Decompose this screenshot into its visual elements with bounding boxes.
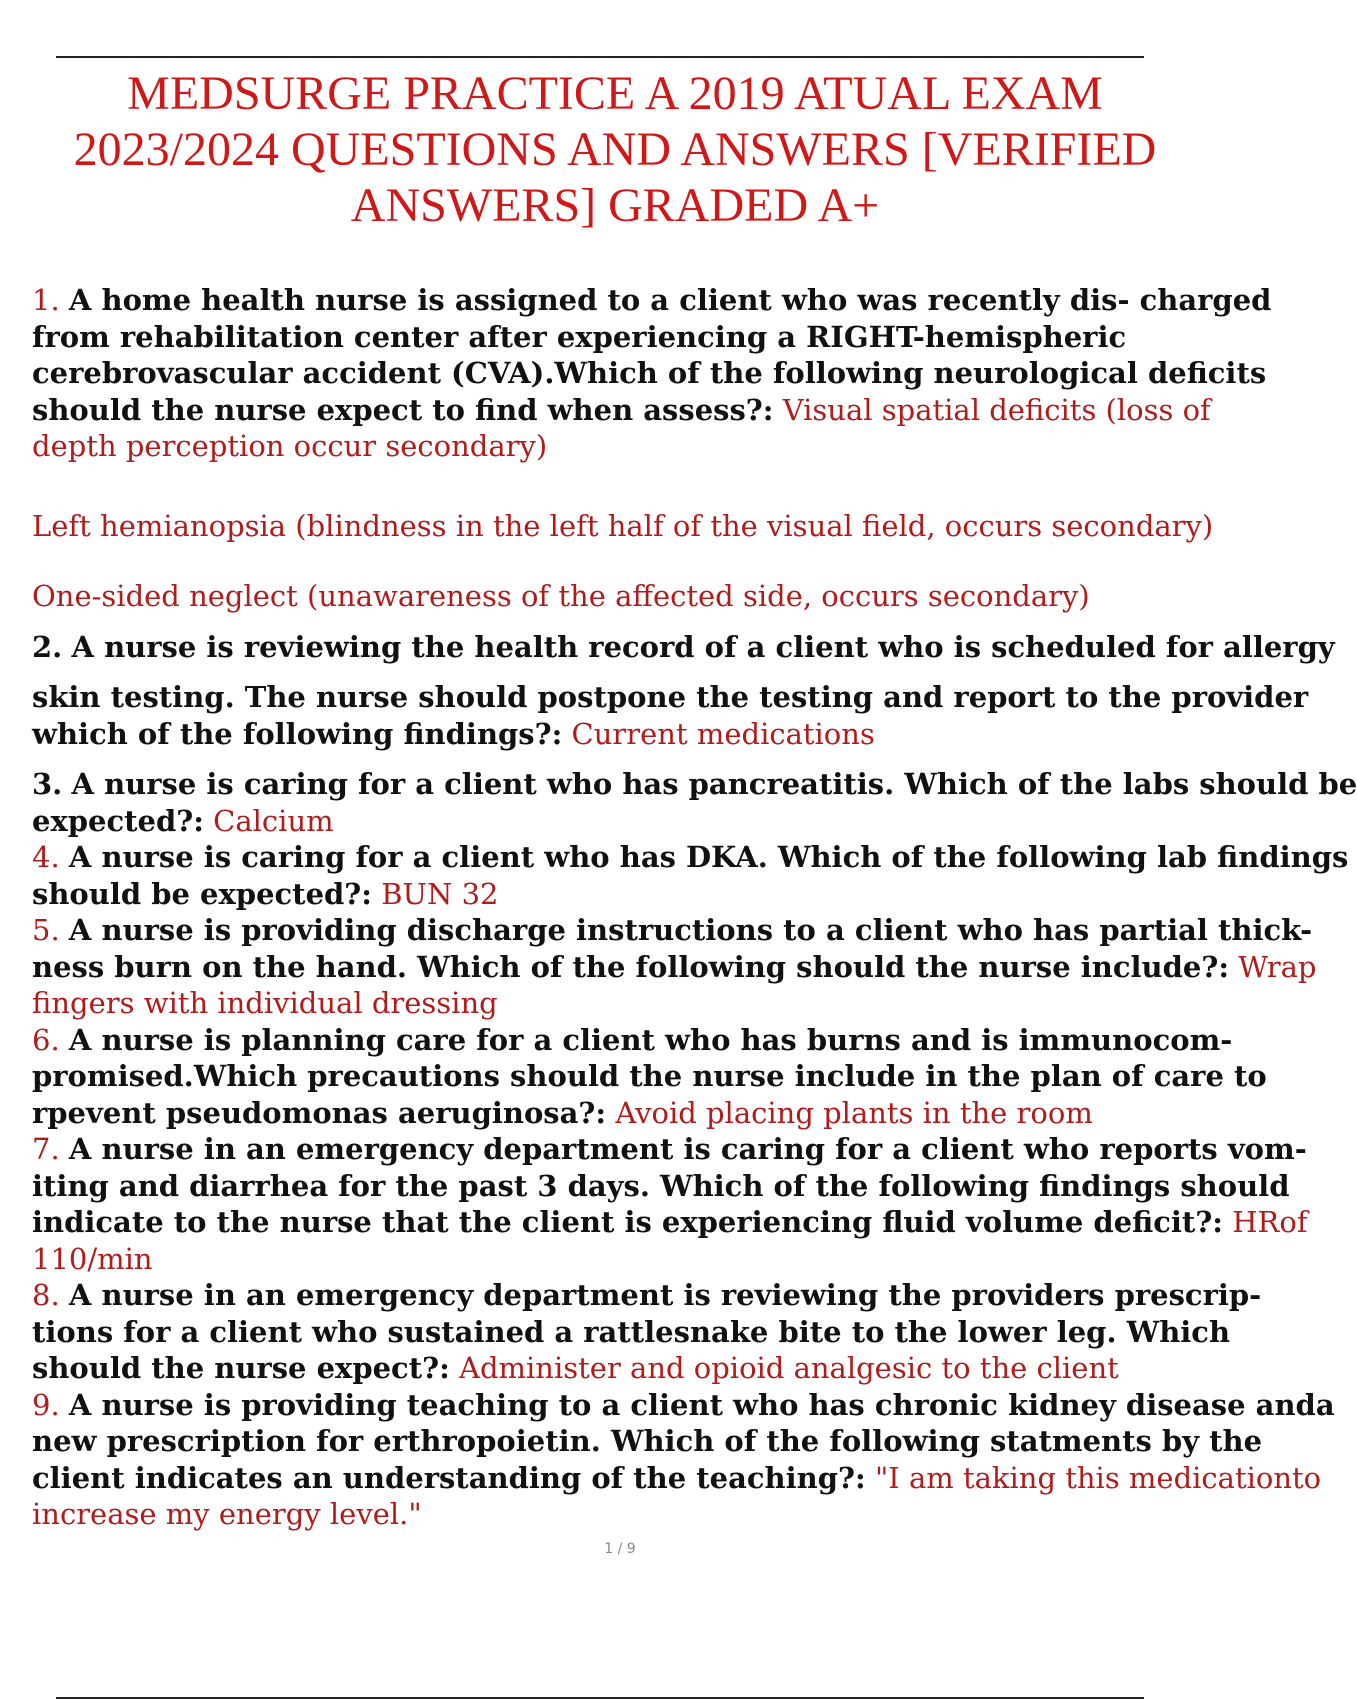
bottom-rule [56,1697,1144,1699]
question-text: A nurse is caring for a client who has pancreatitis. Which of the labs should be [71,767,1357,801]
answer-text: Calcium [213,803,334,838]
question-number: 3. [32,767,63,801]
question-text: expected?: [32,803,204,838]
question-text: promised.Which precautions should the nurse include in the plan of care to [32,1059,1267,1093]
answer-text: Administer and opioid analgesic to the client [459,1351,1119,1385]
question-2 [32,629,1335,753]
answer-text: Current medications [571,716,875,751]
question-9 [32,1387,1335,1533]
question-7 [32,1131,1308,1277]
answer-text: Avoid placing plants in the room [615,1095,1093,1130]
page-title [40,66,1190,234]
top-rule [56,56,1144,58]
question-number: 2. [32,629,63,664]
answer-text: increase my energy level." [32,1497,422,1531]
answer-text: "I am taking this medicationto [874,1460,1322,1495]
question-text: A nurse is providing discharge instructions to a client who has partial thick- [68,913,1313,947]
question-text: which of the following findings?: [32,716,563,751]
question-text: should be expected?: [32,876,372,911]
question-text: A nurse in an emergency department is caring for a client who reports vom- [68,1132,1307,1166]
question-text: new prescription for erthropoietin. Which of the following statments by the [32,1424,1263,1458]
answer-text: One-sided neglect (unawareness of the affected side, occurs secondary) [32,579,1090,613]
question-number: 6. [32,1022,60,1057]
title-line: MEDSURGE PRACTICE A 2019 ATUAL EXAM [127,67,1103,120]
question-list [32,282,1357,1533]
question-text: A nurse is reviewing the health record of a client who is scheduled for allergy [71,629,1335,664]
answer-text: Wrap [1238,949,1317,984]
question-text: tions for a client who sustained a rattlesnake bite to the lower leg. Which [32,1314,1231,1349]
question-text: A home health nurse is assigned to a client who was recently dis- charged [68,283,1272,317]
question-text: A nurse is providing teaching to a client who has chronic kidney disease anda [68,1387,1335,1422]
question-text: skin testing. The nurse should postpone the testing and report to the provider [32,680,1309,714]
page-indicator: 1 / 9 [604,1541,636,1557]
question-text: A nurse is caring for a client who has DKA. Which of the following lab findings [68,840,1349,874]
question-text: A nurse is planning care for a client who has burns and is immunocom- [68,1022,1233,1057]
question-text: indicate to the nurse that the client is experiencing fluid volume deficit?: [32,1205,1224,1239]
question-text: iting and diarrhea for the past 3 days. Which of the following findings should [32,1168,1290,1203]
question-4 [32,839,1349,912]
question-number: 7. [32,1132,60,1166]
answer-text: fingers with individual dressing [32,986,498,1020]
question-number: 1. [32,283,60,317]
question-number: 9. [32,1387,60,1422]
question-3 [32,766,1357,839]
answer-text: 110/min [32,1241,153,1276]
answer-text: depth perception occur secondary) [32,429,548,463]
answer-text: Left hemianopsia (blindness in the left half of the visual field, occurs secondary) [32,508,1214,543]
question-text: A nurse in an emergency department is reviewing the providers prescrip- [68,1278,1262,1312]
title-line: ANSWERS] GRADED A+ [350,179,880,232]
question-text: client indicates an understanding of the teaching?: [32,1460,866,1495]
question-number: 8. [32,1278,60,1312]
question-number: 4. [32,840,60,874]
question-text: should the nurse expect to find when assess?: [32,392,774,427]
question-text: from rehabilitation center after experiencing a RIGHT-hemispheric [32,319,1127,354]
question-number: 5. [32,913,60,947]
question-text: cerebrovascular accident (CVA).Which of the following neurological deficits [32,356,1267,390]
question-8 [32,1277,1262,1387]
answer-text: Visual spatial deficits (loss of [782,392,1211,427]
answer-text: BUN 32 [381,876,499,911]
answer-text: HRof [1232,1205,1308,1239]
question-text: ness burn on the hand. Which of the following should the nurse include?: [32,949,1230,984]
question-5 [32,912,1317,1022]
question-text: should the nurse expect?: [32,1351,450,1385]
question-6 [32,1022,1267,1132]
question-1 [32,282,1272,615]
title-line: 2023/2024 QUESTIONS AND ANSWERS [VERIFIED [73,123,1157,176]
question-text: rpevent pseudomonas aeruginosa?: [32,1095,607,1130]
